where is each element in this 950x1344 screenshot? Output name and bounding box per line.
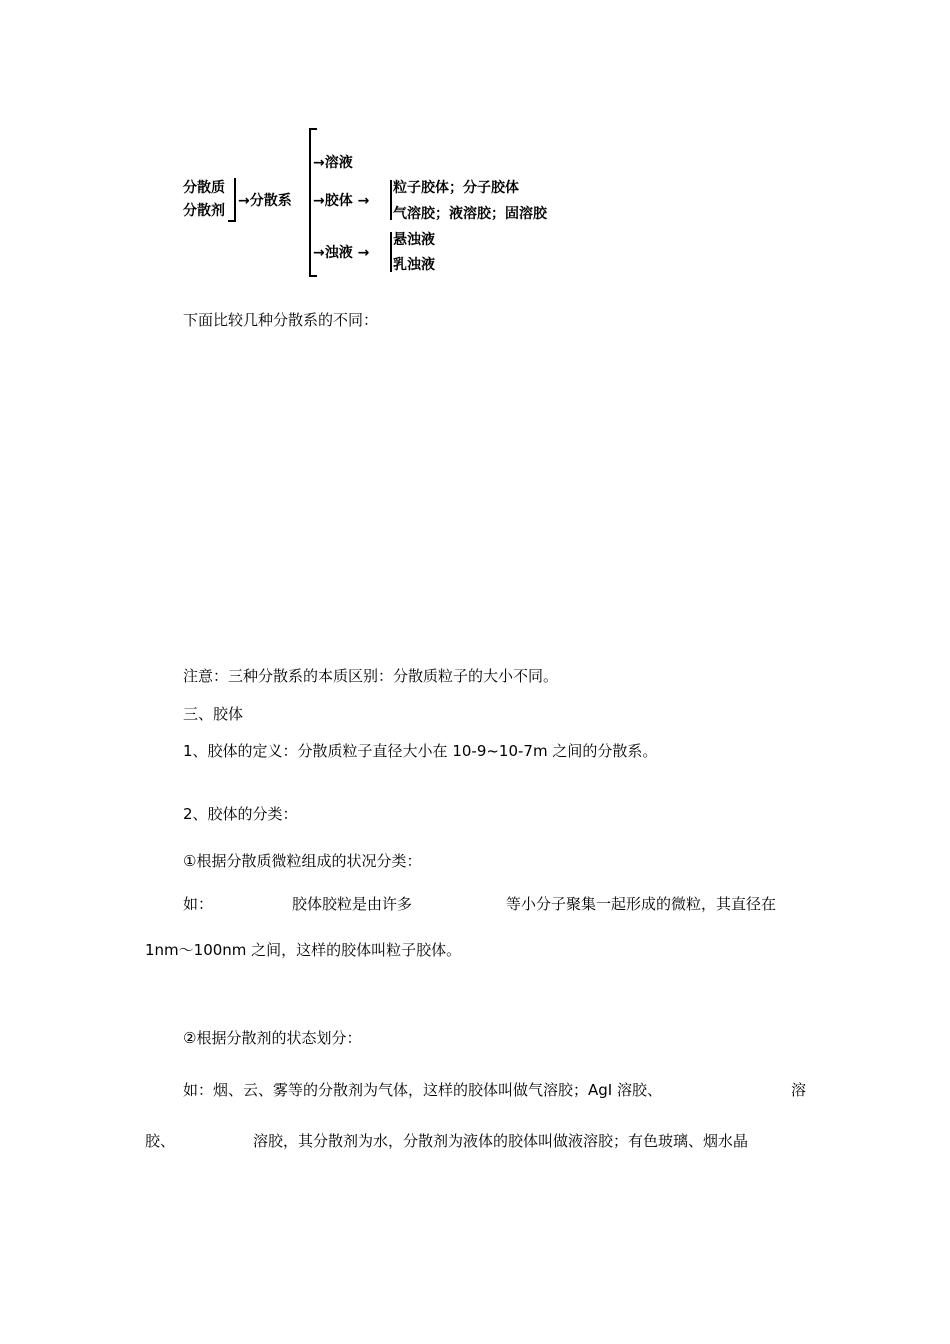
dispersion-medium-label: 分散剂	[183, 203, 225, 219]
example2-line1: 如：烟、云、雾等的分散剂为气体，这样的胶体叫做气溶胶；AgI 溶胶、	[183, 1081, 662, 1099]
dispersion-system-label: →分散系	[238, 193, 292, 209]
example2-line1-end: 溶	[791, 1081, 807, 1099]
colloid-bracket	[390, 180, 392, 220]
turbid-label: →浊液 →	[313, 245, 370, 261]
colloid-by-medium: 气溶胶；液溶胶；固溶胶	[393, 206, 547, 222]
example2-line2-start: 胶、	[145, 1132, 176, 1150]
colloid-by-particle: 粒子胶体；分子胶体	[393, 180, 519, 196]
left-bracket-foot	[228, 220, 236, 222]
by-particle-heading: ①根据分散质微粒组成的状况分类：	[183, 852, 422, 870]
main-bracket-bottom	[309, 275, 317, 277]
main-bracket	[309, 128, 311, 277]
note-paragraph: 注意：三种分散系的本质区别：分散质粒子的大小不同。	[183, 667, 559, 685]
turbid-bracket	[390, 232, 392, 272]
solution-label: →溶液	[313, 155, 353, 171]
example1-end: 等小分子聚集一起形成的微粒，其直径在	[506, 895, 777, 913]
example2-line2: 溶胶，其分散剂为水，分散剂为液体的胶体叫做液溶胶；有色玻璃、烟水晶	[253, 1132, 749, 1150]
emulsion-label: 乳浊液	[393, 257, 435, 273]
example1-continuation: 1nm～100nm 之间，这样的胶体叫粒子胶体。	[145, 941, 462, 959]
left-bracket	[234, 178, 236, 222]
section-heading: 三、胶体	[183, 705, 244, 723]
example1-lead: 如：	[183, 895, 214, 913]
classification-heading: 2、胶体的分类：	[183, 805, 298, 823]
by-medium-heading: ②根据分散剂的状态划分：	[183, 1029, 362, 1047]
main-bracket-top	[309, 128, 317, 130]
dispersed-phase-label: 分散质	[183, 180, 225, 196]
suspension-label: 悬浊液	[393, 232, 435, 248]
example1-middle: 胶体胶粒是由许多	[292, 895, 413, 913]
compare-intro: 下面比较几种分散系的不同：	[183, 311, 379, 329]
definition-paragraph: 1、胶体的定义：分散质粒子直径大小在 10-9~10-7m 之间的分散系。	[183, 742, 658, 760]
colloid-label: →胶体 →	[313, 193, 370, 209]
